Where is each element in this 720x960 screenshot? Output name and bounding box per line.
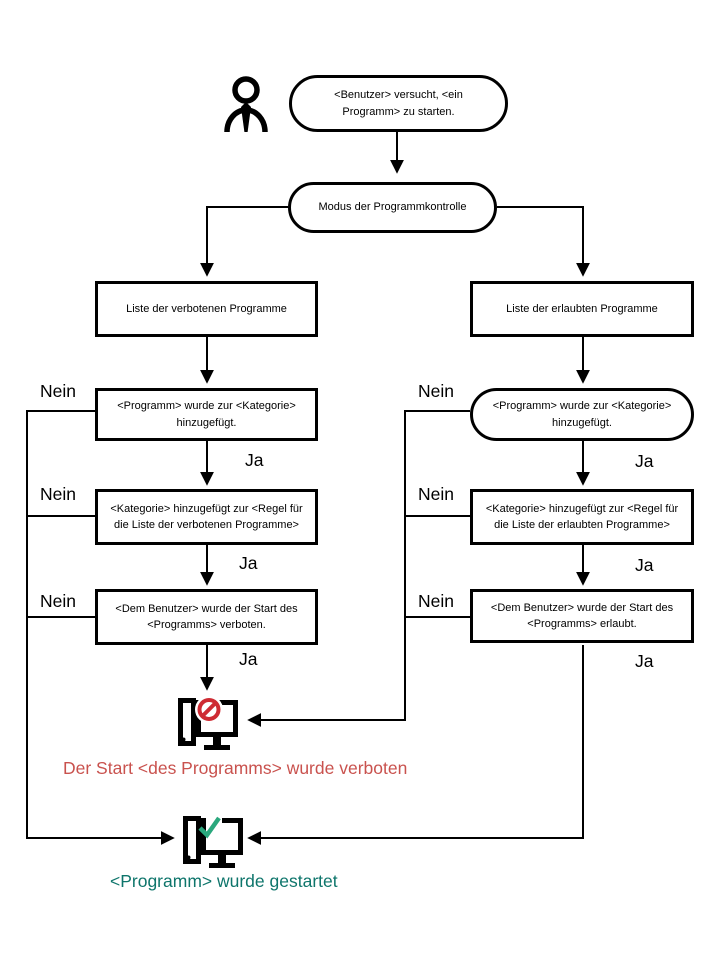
node-left-step3 — [95, 589, 318, 645]
label-ja-right-2: Ja — [635, 555, 654, 575]
label-nein-right-1: Nein — [418, 381, 454, 401]
label-nein-right-3: Nein — [418, 591, 454, 611]
computer-started-icon — [182, 812, 244, 869]
label-ja-left-3: Ja — [239, 649, 258, 669]
label-ja-left-1: Ja — [245, 450, 264, 470]
node-right-list-label: Liste der erlaubten Programme — [506, 302, 658, 315]
node-right-step2 — [470, 489, 694, 545]
node-left-step1-label: <Programm> wurde zur <Kategorie> hinzugefügt. — [117, 400, 296, 429]
label-nein-right-2: Nein — [418, 484, 454, 504]
node-right-step1 — [470, 388, 694, 441]
node-left-step3-label: <Dem Benutzer> wurde der Start des <Programms> verboten. — [115, 602, 298, 631]
label-nein-left-2: Nein — [40, 484, 76, 504]
node-right-step3-label: <Dem Benutzer> wurde der Start des <Programms> erlaubt. — [490, 601, 674, 630]
node-right-step1-label: <Programm> wurde zur <Kategorie> hinzugefügt. — [492, 400, 672, 429]
label-nein-left-1: Nein — [40, 381, 76, 401]
label-nein-left-3: Nein — [40, 591, 76, 611]
label-ja-left-2: Ja — [239, 553, 258, 573]
user-icon — [224, 74, 268, 134]
node-start-label: <Benutzer> versucht, <ein Programm> zu starten. — [334, 89, 463, 118]
node-mode-label: Modus der Programmkontrolle — [318, 201, 467, 214]
computer-blocked-icon — [177, 694, 239, 751]
node-start — [289, 75, 508, 132]
node-right-step2-label: <Kategorie> hinzugefügt zur <Regel für die Liste der erlaubten Programme> — [485, 502, 679, 531]
node-left-step1 — [95, 388, 318, 441]
label-ja-right-1: Ja — [635, 451, 654, 471]
node-left-list-label: Liste der verbotenen Programme — [126, 302, 287, 315]
node-left-list — [95, 281, 318, 337]
blocked-caption: Der Start <des Programms> wurde verboten — [63, 758, 408, 778]
node-right-step3 — [470, 589, 694, 643]
node-right-list — [470, 281, 694, 337]
node-left-step2 — [95, 489, 318, 545]
label-ja-right-3: Ja — [635, 651, 654, 671]
started-caption: <Programm> wurde gestartet — [110, 871, 338, 891]
node-left-step2-label: <Kategorie> hinzugefügt zur <Regel für die Liste der verbotenen Programme> — [110, 502, 303, 531]
node-mode — [288, 182, 497, 233]
